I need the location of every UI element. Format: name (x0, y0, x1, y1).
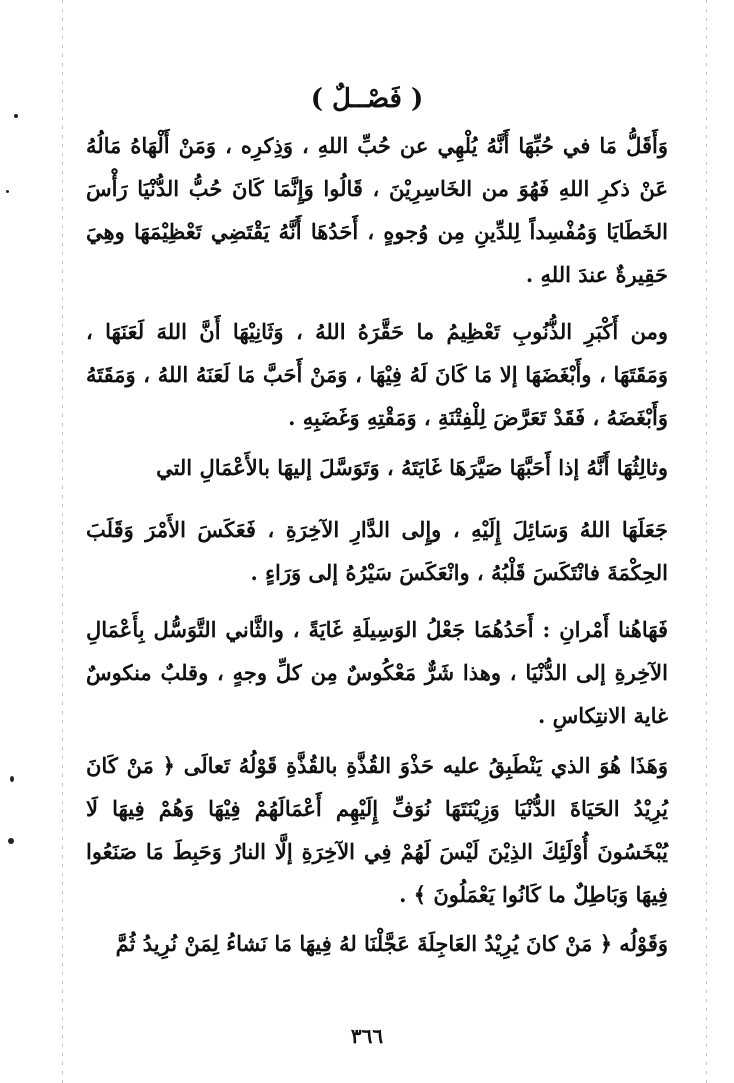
page-number: ٣٦٦ (350, 1024, 384, 1048)
paragraph-7: وَقَوْلُه ﴿ مَنْ كانَ يُرِيْدُ العَاجِلَةَ عَجَّلْنَا لهُ فِيهَا مَا نَشاءُ لِمَنْ نُرِيدُ ثُمَّ (115, 931, 668, 956)
paragraph-5: فَهَاهُنا أَمْرانِ : أَحَدُهُمَا جَعْلُ الوَسِيلَةِ غَايَةً ، والثَّاني التَّوَسُّل بِأَعْمَالِ الآخِرةِ إلى الدُّنْيَا ، وهذا شَرٌّ مَعْكُوسٌ مِن كلِّ وجهٍ ، وقلبٌ منكوسٌ غاية الانتِكاسِ . (86, 617, 668, 728)
scan-guide-line (706, 0, 707, 1083)
paragraph-3: وثالِثُهَا أَنَّهُ إذا أَحَبَّهَا صَيَّرَهَا غَايَتَهُ ، وَتَوَسَّلَ إليهَا بالأَعْمَالِ التي (156, 455, 668, 480)
scan-speck (10, 776, 14, 782)
scan-speck (8, 838, 14, 844)
paragraph-4: جَعَلَهَا اللهُ وَسَائِلَ إِلَيْهِ ، وإِلى الدَّارِ الآخِرَةِ ، فَعَكَسَ الأَمْرَ وَقَلَبَ الحِكْمَةَ فانْتَكَسَ قَلْبُهُ ، وانْعَكَسَ سَيْرُهُ إلى وَرَاءٍ . (86, 517, 668, 585)
section-heading: ( فَصْــلٌ ) (310, 84, 424, 114)
scan-speck (6, 190, 9, 193)
scan-speck (14, 114, 18, 118)
paragraph-2: ومن أَكْبَرِ الذُّنُوبِ تَعْظِيمُ ما حَقَّرَهُ اللهُ ، وَثَانِيْهَا أَنَّ اللهَ لَعَنَهَا ، وَمَقَتَهَا ، وأَبْغَضَهَا إلا مَا كَانَ لَهُ فِيْهَا ، وَمَنْ أَحَبَّ مَا لَعَنَهُ اللهُ ، وَمَقَتَهُ وَأَبْغَضَهُ ، فَقَدْ تَعَرَّضَ لِلْفِتْنَةِ ، وَمَقْتِهِ وَغَضَبِهِ . (86, 319, 668, 430)
scan-guide-line (62, 0, 63, 1083)
paragraph-1: وَأَقَلُّ مَا في حُبِّهَا أَنَّهُ يُلْهِي عن حُبِّ اللهِ ، وَذِكرِه ، وَمَنْ أَلْهَاهُ مَالُهُ عَنْ ذكرِ اللهِ فَهُوَ من الخَاسِرِيْنَ ، قَالُوا وَإِنَّمَا كَانَ حُبُّ الدُّنْيَا رَأْسَ الخَطَايَا وَمُفْسِداً لِلدِّينِ مِن وُجوهٍ ، أَحَدُهَا أَنَّهُ يَقْتَضِي تَعْظِيْمَهَا وهِيَ حَقِيرةٌ عندَ اللهِ . (86, 133, 668, 287)
paragraph-6: وَهَذَا هُوَ الذي يَنْطَبِقُ عليه حَذْوَ القُذَّةِ بالقُذَّةِ قَوْلُهُ تَعالَى ﴿ مَنْ كَانَ يُرِيْدُ الحَيَاةَ الدُّنْيَا وَزِيْنَتَهَا نُوَفِّ إِلَيْهِم أَعْمَالَهُمْ فِيْهَا وَهُمْ فِيهَا لَا يُبْخَسُونَ أُوْلَئِكَ الذِيْنَ لَيْسَ لَهُمْ فِي الآخِرَةِ إلَّا النارُ وَحَبِطَ مَا صَنَعُوا فِيهَا وَبَاطِلٌ ما كَانُوا يَعْمَلُونَ ﴾ . (86, 753, 668, 907)
